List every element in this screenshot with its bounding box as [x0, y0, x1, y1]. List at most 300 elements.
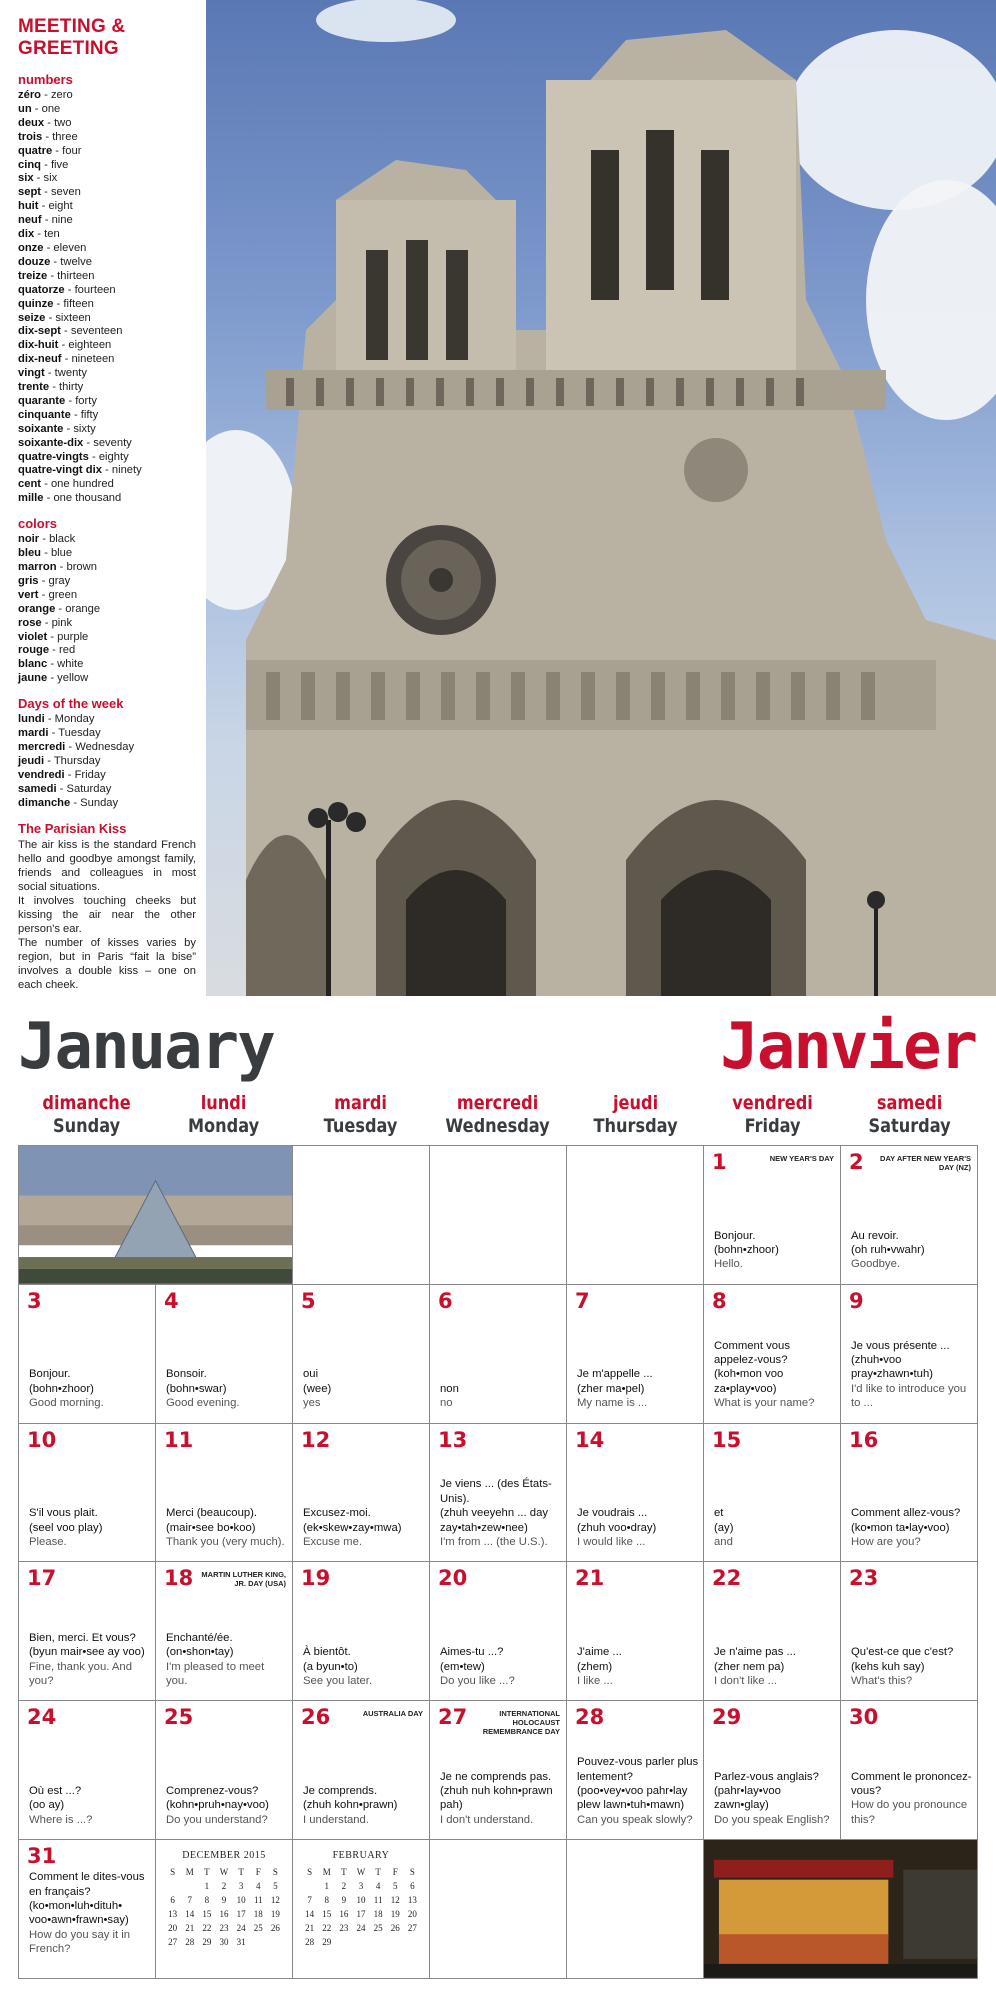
phrase-pronunciation: (oo ay) [29, 1799, 65, 1812]
holiday-label: NEW YEAR'S DAY [769, 1154, 834, 1163]
vocab-english: - gray [38, 574, 71, 587]
mini-day: 3 [358, 1881, 364, 1892]
day-number: 26 [301, 1705, 331, 1730]
calendar-cell [567, 1146, 704, 1285]
weekday-header [841, 1092, 978, 1142]
phrase-french: À bientôt. [303, 1646, 351, 1659]
weekday-header [155, 1092, 292, 1142]
vocab-french: six [18, 172, 34, 185]
mini-calendar [164, 1850, 284, 1949]
daily-phrase [166, 1506, 288, 1549]
mini-weekday: T [341, 1867, 347, 1878]
vocab-french: mercredi [18, 740, 66, 753]
phrase-pronunciation: (a byun•to) [303, 1660, 358, 1673]
vocab-english: - Sunday [70, 796, 119, 809]
vocab-entry [18, 409, 196, 423]
vocab-english: - one [31, 102, 61, 115]
mini-day: 3 [238, 1881, 244, 1892]
vocab-entry [18, 451, 196, 465]
mini-calendar-week [164, 1935, 284, 1949]
phrase-english: Excuse me. [303, 1536, 363, 1549]
day-cell [430, 1285, 567, 1424]
vocab-entry [18, 228, 196, 242]
vocab-english: - green [38, 588, 78, 601]
holiday-label: MARTIN LUTHER KING, JR. DAY (USA) [201, 1570, 286, 1589]
phrase-french: Bonjour. [714, 1229, 756, 1242]
day-number: 3 [27, 1288, 42, 1313]
day-number: 19 [301, 1566, 331, 1591]
vocab-english: - fifteen [53, 297, 94, 310]
mini-day [335, 1935, 352, 1949]
phrase-pronunciation: (ay) [714, 1521, 734, 1534]
daily-phrase [577, 1645, 699, 1688]
vocab-french: noir [18, 533, 40, 546]
mini-day: 25 [253, 1923, 263, 1934]
day-cell [567, 1285, 704, 1424]
vocab-french: vingt [18, 367, 45, 380]
vocab-entry [18, 797, 196, 811]
mini-day [181, 1879, 198, 1893]
vocab-french: dimanche [18, 796, 71, 809]
mini-day: 19 [390, 1909, 400, 1920]
vocab-french: quatre-vingt dix [18, 464, 102, 477]
vocab-french: sept [18, 186, 42, 199]
weekday-header [292, 1092, 429, 1142]
vocab-french: mardi [18, 727, 49, 740]
day-cell [156, 1424, 293, 1563]
vocab-french: onze [18, 241, 44, 254]
vocab-entry [18, 769, 196, 783]
sidebar-title: MEETING & GREETING [18, 16, 126, 59]
mini-weekday: T [238, 1867, 244, 1878]
vocab-entry [18, 575, 196, 589]
vocab-french: seize [18, 311, 46, 324]
daily-phrase [577, 1367, 699, 1410]
mini-day: 12 [270, 1895, 280, 1906]
mini-calendar-week [301, 1935, 421, 1949]
day-number: 14 [575, 1427, 605, 1452]
phrase-french: Je ne comprends pas. [440, 1770, 552, 1783]
calendar-grid [18, 1145, 978, 1979]
vocab-french: violet [18, 630, 48, 643]
mini-day: 11 [373, 1895, 383, 1906]
calendar-cell [293, 1840, 430, 1979]
day-number: 4 [164, 1288, 179, 1313]
phrase-english: What is your name? [714, 1397, 815, 1410]
vocab-french: blanc [18, 658, 48, 671]
vocab-french: vert [18, 588, 39, 601]
vocab-entry [18, 312, 196, 326]
vocab-french: quinze [18, 297, 54, 310]
vocab-french: trois [18, 130, 43, 143]
vocab-entry [18, 589, 196, 603]
phrase-french: Qu'est-ce que c'est? [851, 1646, 954, 1659]
day-cell [567, 1424, 704, 1563]
phrase-pronunciation: (mair•see bo•koo) [166, 1521, 256, 1534]
phrase-english: yes [303, 1397, 321, 1410]
phrase-pronunciation: (zhuh•voo pray•zhawn•tuh) [851, 1354, 934, 1381]
mini-day: 21 [185, 1923, 195, 1934]
mini-weekday: F [255, 1867, 261, 1878]
mini-day: 11 [253, 1895, 263, 1906]
daily-phrase [440, 1477, 562, 1549]
daily-phrase [851, 1229, 973, 1272]
phrase-french: Comprenez-vous? [166, 1784, 259, 1797]
mini-weekday: W [356, 1867, 366, 1878]
phrase-english: What's this? [851, 1674, 913, 1687]
vocab-french: douze [18, 255, 51, 268]
phrase-pronunciation: (zher ma•pel) [577, 1382, 645, 1395]
daily-phrase [303, 1367, 425, 1410]
phrase-pronunciation: (zhuh voo•dray) [577, 1521, 657, 1534]
mini-weekday: S [307, 1867, 313, 1878]
day-cell [841, 1701, 978, 1840]
vocab-english: - thirty [49, 381, 84, 394]
phrase-french: Merci (beaucoup). [166, 1507, 258, 1520]
vocab-french: quatre [18, 144, 53, 157]
vocab-english: - blue [41, 547, 73, 560]
phrase-english: Thank you (very much). [166, 1536, 285, 1549]
weekday-french: mardi [334, 1092, 388, 1114]
mini-day: 6 [170, 1895, 175, 1906]
phrase-french: Je m'appelle ... [577, 1368, 653, 1381]
day-number: 30 [849, 1705, 879, 1730]
weekday-header [704, 1092, 841, 1142]
phrase-french: Pouvez-vous parler plus lentement? [577, 1756, 699, 1783]
phrase-pronunciation: (wee) [303, 1382, 332, 1395]
mini-calendar-table [301, 1865, 421, 1949]
vocab-english: - purple [47, 630, 89, 643]
vocab-english: - sixty [63, 422, 96, 435]
daily-phrase [303, 1645, 425, 1688]
vocab-french: vendredi [18, 768, 65, 781]
vocab-french: marron [18, 561, 57, 573]
mini-calendar-week [164, 1921, 284, 1935]
mini-weekday: T [204, 1867, 210, 1878]
vocab-entry [18, 713, 196, 727]
weekday-french: lundi [200, 1092, 247, 1114]
vocab-english: - eight [38, 200, 73, 213]
vocab-english: - twenty [44, 367, 88, 380]
vocab-english: - pink [41, 616, 73, 629]
phrase-english: Please. [29, 1536, 67, 1549]
day-number: 8 [712, 1288, 727, 1313]
phrase-french: Comment vous appelez-vous? [714, 1339, 790, 1367]
vocab-english: - black [39, 533, 76, 546]
mini-day: 1 [324, 1881, 329, 1892]
mini-day: 15 [202, 1909, 212, 1920]
day-number: 2 [849, 1150, 864, 1174]
notre-dame-photo [206, 0, 996, 996]
phrase-pronunciation: (ko•mon ta•lay•voo) [851, 1521, 950, 1534]
vocab-french: treize [18, 269, 48, 282]
phrase-english: How do you say it in French? [29, 1928, 131, 1956]
mini-day [250, 1935, 267, 1949]
daily-phrase [166, 1784, 288, 1827]
vocab-english: - Saturday [56, 782, 112, 795]
daily-phrase [29, 1784, 151, 1827]
weekday-english: Wednesday [445, 1115, 551, 1137]
vocab-entry [18, 755, 196, 769]
phrase-pronunciation: (bohn•swar) [166, 1382, 227, 1395]
day-cell [293, 1562, 430, 1701]
weekday-header [18, 1092, 155, 1142]
daily-phrase [29, 1367, 151, 1410]
kiss-paragraph: It involves touching cheeks but kissing the air near the other person's ear. [18, 894, 196, 935]
vocab-french: jeudi [18, 754, 45, 767]
vocab-french: un [18, 102, 32, 115]
mini-day: 10 [236, 1895, 246, 1906]
vocab-english: - brown [56, 561, 97, 573]
vocab-entry [18, 145, 196, 159]
phrase-pronunciation: (zhuh kohn•prawn) [303, 1799, 398, 1812]
vocab-english: - orange [55, 602, 101, 615]
phrase-french: S'il vous plait. [29, 1507, 98, 1520]
mini-day: 20 [168, 1923, 178, 1934]
weekday-french: vendredi [731, 1092, 813, 1114]
phrase-english: I don't understand. [440, 1813, 534, 1826]
vocab-english: - yellow [47, 672, 89, 685]
kiss-heading: The Parisian Kiss [18, 820, 127, 836]
vocab-english: - red [49, 644, 76, 657]
vocab-entry [18, 617, 196, 631]
phrase-french: Je voudrais ... [577, 1507, 648, 1520]
vocab-english: - fifty [70, 408, 99, 421]
phrase-french: Comment le prononcez-vous? [851, 1770, 972, 1797]
phrase-pronunciation: (seel voo play) [29, 1521, 103, 1534]
daily-phrase [440, 1770, 562, 1828]
mini-day: 13 [168, 1909, 178, 1920]
mini-day: 4 [375, 1881, 381, 1892]
vocab-french: neuf [18, 214, 42, 227]
vocab-entry [18, 117, 196, 131]
day-cell [293, 1701, 430, 1840]
vocab-english: - Friday [64, 768, 106, 781]
phrase-pronunciation: (zher nem pa) [714, 1660, 785, 1673]
weekday-english: Thursday [593, 1115, 678, 1137]
phrase-french: Au revoir. [851, 1229, 899, 1242]
vocab-french: quarante [18, 394, 66, 407]
vocab-french: zéro [18, 89, 42, 101]
mini-day: 10 [356, 1895, 366, 1906]
mini-day: 26 [270, 1923, 280, 1934]
vocab-entry [18, 339, 196, 353]
mini-calendar-week [301, 1879, 421, 1893]
vocab-english: - Tuesday [48, 727, 101, 740]
phrase-pronunciation: (koh•mon voo za•play•voo) [714, 1368, 784, 1395]
mini-calendar-week [301, 1921, 421, 1935]
mini-day: 18 [253, 1909, 263, 1920]
vocab-english: - seven [41, 186, 81, 199]
mini-day: 24 [236, 1923, 246, 1934]
phrase-english: no [440, 1397, 453, 1410]
vocab-entry [18, 464, 196, 478]
phrase-french: Parlez-vous anglais? [714, 1770, 819, 1783]
phrase-english: I'm pleased to meet you. [166, 1660, 265, 1687]
daily-phrase [851, 1770, 973, 1828]
day-number: 18 [164, 1566, 194, 1591]
vocab-entry [18, 603, 196, 617]
vocab-entry [18, 214, 196, 228]
mini-day: 8 [324, 1895, 329, 1906]
day-cell [704, 1701, 841, 1840]
vocab-english: - two [44, 116, 72, 129]
mini-day: 13 [407, 1895, 417, 1906]
days-heading: Days of the week [18, 696, 124, 712]
daily-phrase [577, 1506, 699, 1549]
phrase-english: Hello. [714, 1258, 743, 1271]
phrase-pronunciation: (bohn•zhoor) [29, 1382, 94, 1395]
mini-day: 14 [305, 1909, 315, 1920]
day-number: 12 [301, 1427, 331, 1452]
mini-day: 9 [341, 1895, 347, 1906]
vocab-french: gris [18, 574, 39, 587]
mini-day: 31 [236, 1937, 246, 1948]
phrase-english: How are you? [851, 1536, 921, 1549]
vocab-french: bleu [18, 547, 41, 560]
vocab-french: soixante-dix [18, 436, 84, 449]
day-number: 10 [27, 1427, 57, 1452]
vocab-english: - one thousand [43, 492, 122, 505]
phrase-french: Comment le dites-vous en français? [29, 1871, 145, 1898]
phrase-pronunciation: (em•tew) [440, 1660, 485, 1673]
vocab-entry [18, 727, 196, 741]
vocab-english: - five [41, 158, 69, 171]
vocab-entry [18, 492, 196, 506]
mini-day [267, 1935, 284, 1949]
phrase-pronunciation: (poo•vey•voo pahr•lay plew lawn•tuh•mawn) [577, 1784, 688, 1812]
phrase-pronunciation: (bohn•zhoor) [714, 1244, 779, 1257]
day-cell [430, 1562, 567, 1701]
mini-calendar-week [164, 1893, 284, 1907]
weekday-header-row [18, 1092, 978, 1142]
vocab-entry [18, 437, 196, 451]
mini-weekday: W [219, 1867, 229, 1878]
phrase-pronunciation: (zhuh nuh kohn•prawn pah) [440, 1784, 553, 1812]
mini-day: 22 [322, 1923, 332, 1934]
day-cell [156, 1562, 293, 1701]
daily-phrase [714, 1506, 836, 1549]
month-title-english: January [18, 1010, 274, 1084]
day-cell [156, 1285, 293, 1424]
daily-phrase [577, 1755, 699, 1827]
phrase-french: Aimes-tu ...? [440, 1646, 504, 1659]
kiss-paragraph: The air kiss is the standard French hello and goodbye amongst family, friends and colleagues in most social situations. [18, 838, 196, 893]
day-number: 29 [712, 1705, 742, 1730]
calendar-cell [293, 1146, 430, 1285]
vocab-entry [18, 186, 196, 200]
daily-phrase [851, 1506, 973, 1549]
vocab-english: - ten [34, 228, 60, 241]
day-cell [293, 1285, 430, 1424]
phrase-sidebar [0, 0, 206, 996]
vocab-french: cinq [18, 158, 41, 171]
vocab-entry [18, 631, 196, 645]
mini-day: 29 [202, 1937, 212, 1948]
daily-phrase [303, 1506, 425, 1549]
phrase-french: Bonjour. [29, 1368, 71, 1381]
phrase-pronunciation: (zhem) [577, 1660, 613, 1673]
day-number: 28 [575, 1705, 605, 1730]
vocab-english: - nine [41, 214, 73, 227]
vocab-french: rouge [18, 644, 50, 657]
day-number: 13 [438, 1427, 468, 1452]
vocab-english: - seventy [83, 436, 132, 449]
day-cell [19, 1285, 156, 1424]
vocab-entry [18, 395, 196, 409]
phrase-pronunciation: (oh ruh•vwahr) [851, 1244, 925, 1257]
vocab-english: - twelve [50, 255, 92, 268]
weekday-english: Friday [744, 1115, 801, 1137]
mini-weekday: S [409, 1867, 415, 1878]
phrase-french: oui [303, 1368, 319, 1381]
day-cell [841, 1285, 978, 1424]
phrase-french: Excusez-moi. [303, 1507, 371, 1520]
phrase-french: Je vous présente ... [851, 1339, 950, 1352]
vocab-english: - four [52, 144, 82, 157]
vocab-entry [18, 367, 196, 381]
calendar-cell [430, 1840, 567, 1979]
phrase-english: I'd like to introduce you to ... [851, 1382, 967, 1410]
mini-calendar-title: FEBRUARY [332, 1850, 390, 1862]
phrase-pronunciation: (pahr•lay•voo zawn•glay) [714, 1784, 781, 1812]
mini-day: 23 [339, 1923, 349, 1934]
mini-weekday: M [322, 1867, 331, 1878]
vocab-entry [18, 298, 196, 312]
day-number: 11 [164, 1427, 194, 1452]
mini-day: 7 [307, 1895, 312, 1906]
daily-phrase [714, 1339, 836, 1411]
vocab-entry [18, 242, 196, 256]
daily-phrase [166, 1367, 288, 1410]
calendar-cell [430, 1146, 567, 1285]
phrase-french: Je viens ... (des États-Unis). [440, 1478, 552, 1505]
day-cell [841, 1424, 978, 1563]
phrase-french: Je comprends. [303, 1784, 378, 1797]
weekday-header [429, 1092, 566, 1142]
phrase-french: Où est ...? [29, 1784, 82, 1797]
phrase-pronunciation: (kohn•pruh•nay•voo) [166, 1799, 269, 1812]
phrase-french: Bien, merci. Et vous? [29, 1631, 136, 1644]
phrase-pronunciation: (ek•skew•zay•mwa) [303, 1521, 402, 1534]
mini-day: 18 [373, 1909, 383, 1920]
vocab-entry [18, 533, 196, 547]
mini-day: 2 [341, 1881, 347, 1892]
vocab-french: dix [18, 228, 35, 241]
mini-day: 12 [390, 1895, 400, 1906]
numbers-list [18, 89, 196, 506]
vocab-entry [18, 172, 196, 186]
days-list [18, 713, 196, 810]
vocab-english: - white [47, 658, 84, 671]
day-cell [293, 1424, 430, 1563]
day-number: 15 [712, 1427, 742, 1452]
mini-calendar-week [301, 1893, 421, 1907]
vocab-english: - three [42, 130, 78, 143]
vocab-entry [18, 561, 196, 575]
vocab-french: quatorze [18, 283, 65, 296]
vocab-entry [18, 741, 196, 755]
vocab-french: mille [18, 492, 44, 505]
mini-day: 16 [219, 1909, 229, 1920]
mini-day: 28 [185, 1937, 195, 1948]
day-number: 25 [164, 1705, 194, 1730]
vocab-english: - six [33, 172, 58, 185]
mini-day: 25 [373, 1923, 383, 1934]
day-number: 7 [575, 1288, 590, 1313]
vocab-french: soixante [18, 422, 64, 435]
vocab-entry [18, 381, 196, 395]
